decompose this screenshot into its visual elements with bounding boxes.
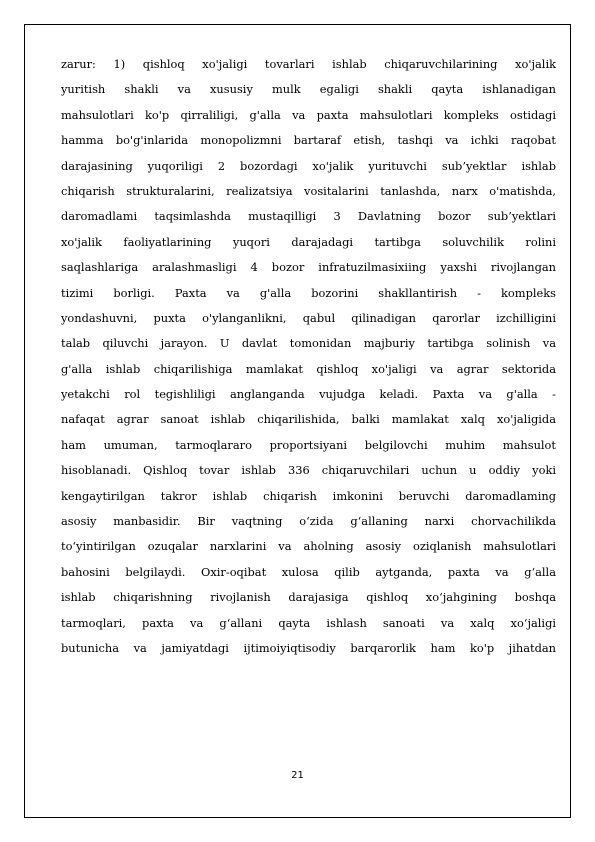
text-line: talab qiluvchi jarayon. U davlat tomonidan majburiy tartibga solinish va xyxy=(61,336,556,351)
text-line: g'alla ishlab chiqarilishiga mamlakat qishloq xo'jaligi va agrar sektorida xyxy=(61,361,556,376)
text-line: bahosini belgilaydi. Oxir-oqibat xulosa qilib aytganda, paxta va g‘alla xyxy=(61,564,556,579)
text-line: nafaqat agrar sanoat ishlab chiqarilishida, balki mamlakat xalq xo'jaligida xyxy=(61,412,556,427)
body-text xyxy=(61,52,556,661)
text-line: darajasining yuqoriligi 2 bozordagi xo'jalik yurituvchi sub’yektlar ishlab xyxy=(61,158,556,173)
text-line: ishlab chiqarishning rivojlanish darajasiga qishloq xo‘jahgining boshqa xyxy=(61,590,556,605)
text-line: yuritish shakli va xususiy mulk egaligi shakli qayta ishlanadigan xyxy=(61,82,556,97)
text-line: yondashuvni, puxta o'ylanganlikni, qabul qilinadigan qarorlar izchilligini xyxy=(61,310,556,325)
text-line: hisoblanadi. Qishloq tovar ishlab 336 chiqaruvchilari uchun u oddiy yoki xyxy=(61,463,556,478)
text-line: zarur: 1) qishloq xo'jaligi tovarlari ishlab chiqaruvchilarining xo'jalik xyxy=(61,57,556,71)
text-line: kengaytirilgan takror ishlab chiqarish imkonini beruvchi daromadlaming xyxy=(61,488,556,503)
text-line: chiqarish strukturalarini, realizatsiya vositalarini tanlashda, narx o'matishda, xyxy=(61,183,556,198)
text-line: mahsulotlari ko'p qirraliligi, g'alla va paxta mahsulotlari kompleks ostidagi xyxy=(61,107,556,122)
text-line: daromadlami taqsimlashda mustaqilligi 3 Davlatning bozor sub’yektlari xyxy=(61,209,556,224)
text-line: hamma bo'g'inlarida monopolizmni bartaraf etish, tashqi va ichki raqobat xyxy=(61,133,556,148)
text-line: ham umuman, tarmoqlararo proportsiyani belgilovchi muhim mahsulot xyxy=(61,437,556,452)
text-line: asosiy manbasidir. Bir vaqtning o‘zida g‘allaning narxi chorvachilikda xyxy=(61,514,556,529)
text-line: yetakchi rol tegishliligi anglanganda vujudga keladi. Paxta va g'alla - xyxy=(61,387,556,402)
text-line: saqlashlariga aralashmasligi 4 bozor infratuzilmasixiing yaxshi rivojlangan xyxy=(61,260,556,275)
text-line: tizimi borligi. Paxta va g'alla bozorini shakllantirish - kompleks xyxy=(61,285,556,300)
page-number: 21 xyxy=(291,770,304,781)
text-line: tarmoqlari, paxta va g‘allani qayta ishlash sanoati va xalq xo‘jaligi xyxy=(61,615,556,630)
text-line: to‘yintirilgan ozuqalar narxlarini va aholning asosiy oziqlanish mahsulotlari xyxy=(61,539,556,554)
text-line: butunicha va jamiyatdagi ijtimoiyiqtisodiy barqarorlik ham ko'p jihatdan xyxy=(61,640,556,655)
text-line: xo'jalik faoliyatlarining yuqori darajadagi tartibga soluvchilik rolini xyxy=(61,234,556,249)
